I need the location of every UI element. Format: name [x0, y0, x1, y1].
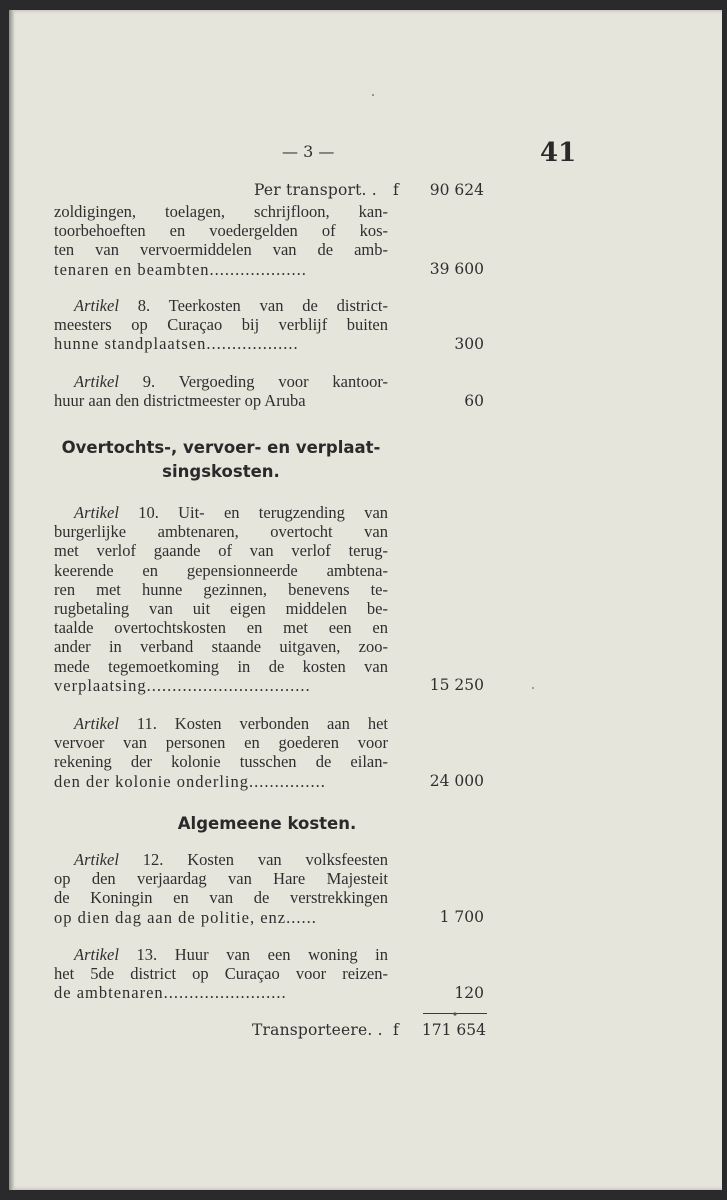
article-10-amount: 15 250	[429, 676, 484, 694]
paragraph-line: ren met hunne gezinnen, benevens te-	[54, 579, 388, 599]
salaries-amount: 39 600	[429, 260, 484, 278]
article-number: 10.	[138, 503, 159, 522]
paragraph-line: huur aan den districtmeester op Aruba	[54, 391, 306, 411]
transport-in-amount: 90 624	[429, 181, 484, 199]
header-page-number: — 3 —	[282, 142, 335, 161]
article-text: Teerkosten van de district-	[168, 296, 388, 315]
paragraph-line: mede tegemoetkoming in de kosten van	[54, 656, 388, 676]
paragraph-line: de Koningin en van de verstrekkingen	[54, 888, 388, 908]
article-label: Artikel	[74, 503, 119, 522]
transport-in-label: Per transport. .	[254, 181, 377, 199]
page-number: 41	[540, 138, 577, 168]
paragraph-line: rugbetaling van uit eigen middelen be-	[54, 598, 388, 618]
article-label: Artikel	[74, 945, 119, 964]
transport-out-currency: f	[393, 1021, 399, 1039]
article-number: 9.	[142, 372, 156, 391]
article-12-amount: 1 700	[439, 908, 484, 926]
heading-line: singskosten.	[162, 462, 280, 481]
paragraph-line: met verlof gaande of van verlof terug-	[54, 541, 388, 561]
paragraph-line: op den verjaardag van Hare Majesteit	[54, 869, 388, 889]
article-number: 12.	[142, 850, 164, 869]
article-13-amount: 120	[454, 984, 484, 1002]
paragraph-line: tenaren en beambten...................	[54, 259, 307, 279]
paragraph-line: zoldigingen, toelagen, schrijfloon, kan-	[54, 202, 388, 221]
article-text: Huur van een woning in	[174, 945, 389, 964]
article-number: 13.	[136, 945, 158, 964]
article-label: Artikel	[74, 714, 119, 733]
paragraph-line: rekening der kolonie tusschen de eilan-	[54, 752, 388, 772]
paragraph-line: de ambtenaren........................	[54, 983, 287, 1003]
article-text: Uit- en terugzending van	[178, 503, 389, 522]
paragraph-line: vervoer van personen en goederen voor	[54, 733, 388, 753]
article-label: Artikel	[74, 372, 119, 391]
article-text: Vergoeding voor kantoor-	[178, 372, 388, 391]
article-11-amount: 24 000	[429, 772, 484, 790]
heading-line: Overtochts-, vervoer- en verplaat-	[61, 438, 381, 457]
paragraph-line: op dien dag aan de politie, enz......	[54, 907, 317, 927]
article-text: Kosten van volksfeesten	[187, 850, 389, 869]
paragraph-line: verplaatsing................................	[54, 675, 311, 695]
article-label: Artikel	[74, 850, 119, 869]
article-9-amount: 60	[464, 392, 484, 410]
paragraph-line: ander in verband staande uitgaven, zoo-	[54, 637, 388, 657]
transport-in-currency: f	[393, 181, 399, 199]
paragraph-line: den der kolonie onderling...............	[54, 771, 326, 791]
article-label: Artikel	[74, 296, 119, 315]
section-heading-general-costs: Algemeene kosten.	[177, 814, 357, 833]
article-text: Kosten verbonden aan het	[174, 714, 389, 733]
article-number: 11.	[136, 714, 157, 733]
paragraph-line: ten van vervoermiddelen van de amb-	[54, 240, 388, 260]
transport-out-label: Transporteere. .	[252, 1021, 383, 1039]
paragraph-line: meesters op Curaçao bij verblijf buiten	[54, 315, 388, 335]
paragraph-line: hunne standplaatsen..................	[54, 334, 299, 354]
paragraph-line: keerende en gepensionneerde ambtena-	[54, 560, 388, 580]
paragraph-line: burgerlijke ambtenaren, overtocht van	[54, 522, 388, 542]
paragraph-line: taalde overtochtskosten en met een en	[54, 618, 388, 638]
article-number: 8.	[137, 296, 151, 315]
article-8-amount: 300	[454, 335, 484, 353]
transport-out-amount: 171 654	[421, 1021, 486, 1039]
paragraph-line: het 5de district op Curaçao voor reizen-	[54, 964, 388, 984]
paragraph-line: toorbehoeften en voedergelden of kos-	[54, 221, 388, 241]
